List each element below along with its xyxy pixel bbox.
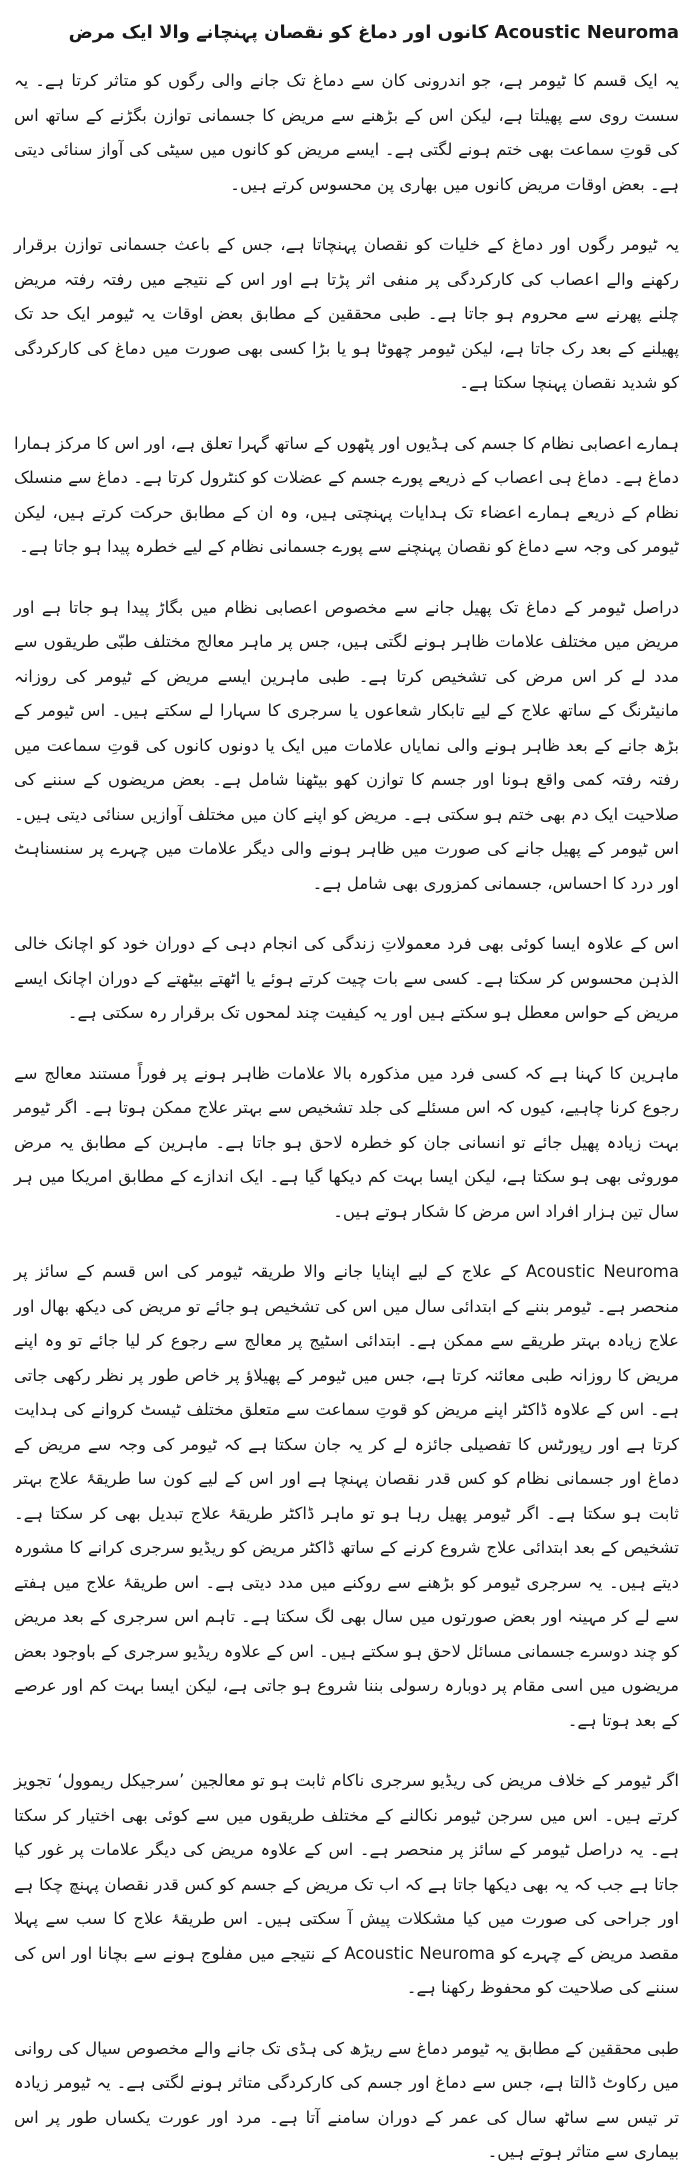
article-paragraph: Acoustic Neuroma کے علاج کے لیے اپنایا جانے والا طریقہ ٹیومر کی اس قسم کے سائز پر منحصر ہے۔ ٹیومر بننے کے ابتدائی سال میں اس کی تشخیص ہو جائے تو مریض کی دیکھ بھال اور علاج زیادہ بہتر طریقے سے ممکن ہے۔ ابتدائی اسٹیج پر معالج سے رجوع کر لیا جائے تو وہ اپنے مریض کا روزانہ طبی معائنہ کرتا ہے، جس میں ٹیومر کے پھیلاؤ پر خاص طور پر نظر رکھی جاتی ہے۔ اس کے علاوہ ڈاکٹر اپنے مریض کو قوتِ سماعت سے متعلق مختلف ٹیسٹ کروانے کی ہدایت کرتا ہے اور رپورٹس کا تفصیلی جائزہ لے کر یہ جان سکتا ہے کہ ٹیومر کی وجہ سے مریض کے دماغ اور جسمانی نظام کو کس قدر نقصان پہنچا ہے اور اس کے لیے کون سا طریقۂ علاج بہتر ثابت ہو سکتا ہے۔ اگر ٹیومر پھیل رہا ہو تو ماہر ڈاکٹر طریقۂ علاج تبدیل بھی کر سکتا ہے۔ تشخیص کے بعد ابتدائی علاج شروع کرنے کے ساتھ ڈاکٹر مریض کو ریڈیو سرجری کرانے کا مشورہ دیتے ہیں۔ یہ سرجری ٹیومر کو بڑھنے سے روکنے میں مدد دیتی ہے۔ اس طریقۂ علاج میں ہفتے سے لے کر مہینہ اور بعض صورتوں میں سال بھی لگ سکتا ہے۔ تاہم اس سرجری کے بعد مریض کو چند دوسرے جسمانی مسائل لاحق ہو سکتے ہیں۔ اس کے علاوہ ریڈیو سرجری کے باوجود بعض مریضوں میں اسی مقام پر دوبارہ رسولی بننا شروع ہو جاتی ہے، لیکن ایسا بہت کم اور عرصے کے بعد ہوتا ہے۔ (14, 1262, 679, 1730)
article-title: Acoustic Neuroma کانوں اور دماغ کو نقصان پہنچانے والا ایک مرض (68, 22, 679, 43)
article-paragraph: طبی محققین کے مطابق یہ ٹیومر دماغ سے ریڑھ کی ہڈی تک جانے والے مخصوص سیال کی روانی میں رکاوٹ ڈالتا ہے، جس سے دماغ اور جسم کی کارکردگی متاثر ہونے لگتی ہے۔ یہ ٹیومر زیادہ تر تیس سے ساٹھ سال کی عمر کے دوران سامنے آتا ہے۔ مرد اور عورت یکساں طور پر اس بیماری سے متاثر ہوتے ہیں۔ (14, 2038, 679, 2161)
article-paragraph: اگر ٹیومر کے خلاف مریض کی ریڈیو سرجری ناکام ثابت ہو تو معالجین ’سرجیکل ریموول‘ تجویز کرتے ہیں۔ اس میں سرجن ٹیومر نکالنے کے مختلف طریقوں میں سے کوئی بھی اختیار کر سکتا ہے۔ یہ دراصل ٹیومر کے سائز پر منحصر ہے۔ اس کے علاوہ مریض کی دیگر علامات پر غور کیا جاتا ہے جب کہ یہ بھی دیکھا جاتا ہے کہ اب تک مریض کے جسم کو کس قدر نقصان پہنچ چکا ہے اور جراحی کی صورت میں کیا مشکلات پیش آ سکتی ہیں۔ اس طریقۂ علاج کا سب سے پہلا مقصد مریض کے چہرے کو Acoustic Neuroma کے نتیجے میں مفلوج ہونے سے بچانا اور اس کی سننے کی صلاحیت کو محفوظ رکھنا ہے۔ (14, 1771, 679, 1997)
article-paragraph: دراصل ٹیومر کے دماغ تک پھیل جانے سے مخصوص اعصابی نظام میں بگاڑ پیدا ہو جاتا ہے اور مریض میں مختلف علامات ظاہر ہونے لگتی ہیں، جس پر ماہر معالج مختلف طبّی طریقوں سے مدد لے کر اس مرض کی تشخیص کرتا ہے۔ طبی ماہرین ایسے مریض کے ٹیومر کی روزانہ مانیٹرنگ کے ساتھ علاج کے لیے تابکار شعاعوں یا سرجری کا سہارا لے سکتے ہیں۔ اس ٹیومر کے بڑھ جانے کے بعد ظاہر ہونے والی نمایاں علامات میں ایک یا دونوں کانوں کی قوتِ سماعت میں رفتہ رفتہ کمی واقع ہونا اور جسم کا توازن کھو بیٹھنا شامل ہے۔ بعض مریضوں کے سننے کی صلاحیت ایک دم بھی ختم ہو سکتی ہے۔ مریض کو اپنے کان میں مختلف آوازیں سنائی دیتی ہیں۔ اس ٹیومر کے پھیل جانے کی صورت میں ظاہر ہونے والی دیگر علامات میں چہرے پر سنسناہٹ اور درد کا احساس، جسمانی کمزوری بھی شامل ہے۔ (14, 597, 679, 893)
article-paragraph: یہ ٹیومر رگوں اور دماغ کے خلیات کو نقصان پہنچاتا ہے، جس کے باعث جسمانی توازن برقرار رکھنے والے اعصاب کی کارکردگی پر منفی اثر پڑتا ہے اور اس کے نتیجے میں رفتہ رفتہ مریض چلنے پھرنے سے محروم ہو جاتا ہے۔ طبی محققین کے مطابق بعض اوقات یہ ٹیومر ایک حد تک پھیلنے کے بعد رک جاتا ہے، لیکن ٹیومر چھوٹا ہو یا بڑا کسی بھی صورت میں دماغ کی کارکردگی کو شدید نقصان پہنچا سکتا ہے۔ (14, 235, 679, 392)
article-paragraph: اس کے علاوہ ایسا کوئی بھی فرد معمولاتِ زندگی کی انجام دہی کے دوران خود کو اچانک خالی الذہن محسوس کر سکتا ہے۔ کسی سے بات چیت کرتے ہوئے یا اٹھتے بیٹھتے کے دوران اچانک ایسے مریض کے حواس معطل ہو سکتے ہیں اور یہ کیفیت چند لمحوں تک برقرار رہ سکتی ہے۔ (14, 934, 679, 1022)
article-paragraph: ہمارے اعصابی نظام کا جسم کی ہڈیوں اور پٹھوں کے ساتھ گہرا تعلق ہے، اور اس کا مرکز ہمارا دماغ ہے۔ دماغ ہی اعصاب کے ذریعے پورے جسم کے عضلات کو کنٹرول کرتا ہے۔ دماغ سے منسلک نظام کے ذریعے ہمارے اعضاء تک ہدایات پہنچتی ہیں، وہ ان کے مطابق حرکت کرتے ہیں، لیکن ٹیومر کی وجہ سے دماغ کو نقصان پہنچنے سے پورے جسمانی نظام کے لیے خطرہ پیدا ہو جاتا ہے۔ (14, 433, 679, 556)
article-paragraph: یہ ایک قسم کا ٹیومر ہے، جو اندرونی کان سے دماغ تک جانے والی رگوں کو متاثر کرتا ہے۔ یہ سست روی سے پھیلتا ہے، لیکن اس کے بڑھنے سے مریض کا جسمانی توازن بگڑنے کے ساتھ اس کی قوتِ سماعت بھی ختم ہونے لگتی ہے۔ ایسے مریض کو کانوں میں سیٹی کی آواز سنائی دیتی ہے۔ بعض اوقات مریض کانوں میں بھاری پن محسوس کرتے ہیں۔ (14, 71, 679, 194)
article-paragraph: ماہرین کا کہنا ہے کہ کسی فرد میں مذکورہ بالا علامات ظاہر ہونے پر فوراً مستند معالج سے رجوع کرنا چاہیے، کیوں کہ اس مسئلے کی جلد تشخیص سے بہتر علاج ممکن ہوتا ہے۔ اگر ٹیومر بہت زیادہ پھیل جائے تو انسانی جان کو خطرہ لاحق ہو جاتا ہے۔ ماہرین کے مطابق یہ مرض موروثی بھی ہو سکتا ہے، لیکن ایسا بہت کم دیکھا گیا ہے۔ ایک اندازے کے مطابق امریکا میں ہر سال تین ہزار افراد اس مرض کا شکار ہوتے ہیں۔ (14, 1063, 679, 1221)
